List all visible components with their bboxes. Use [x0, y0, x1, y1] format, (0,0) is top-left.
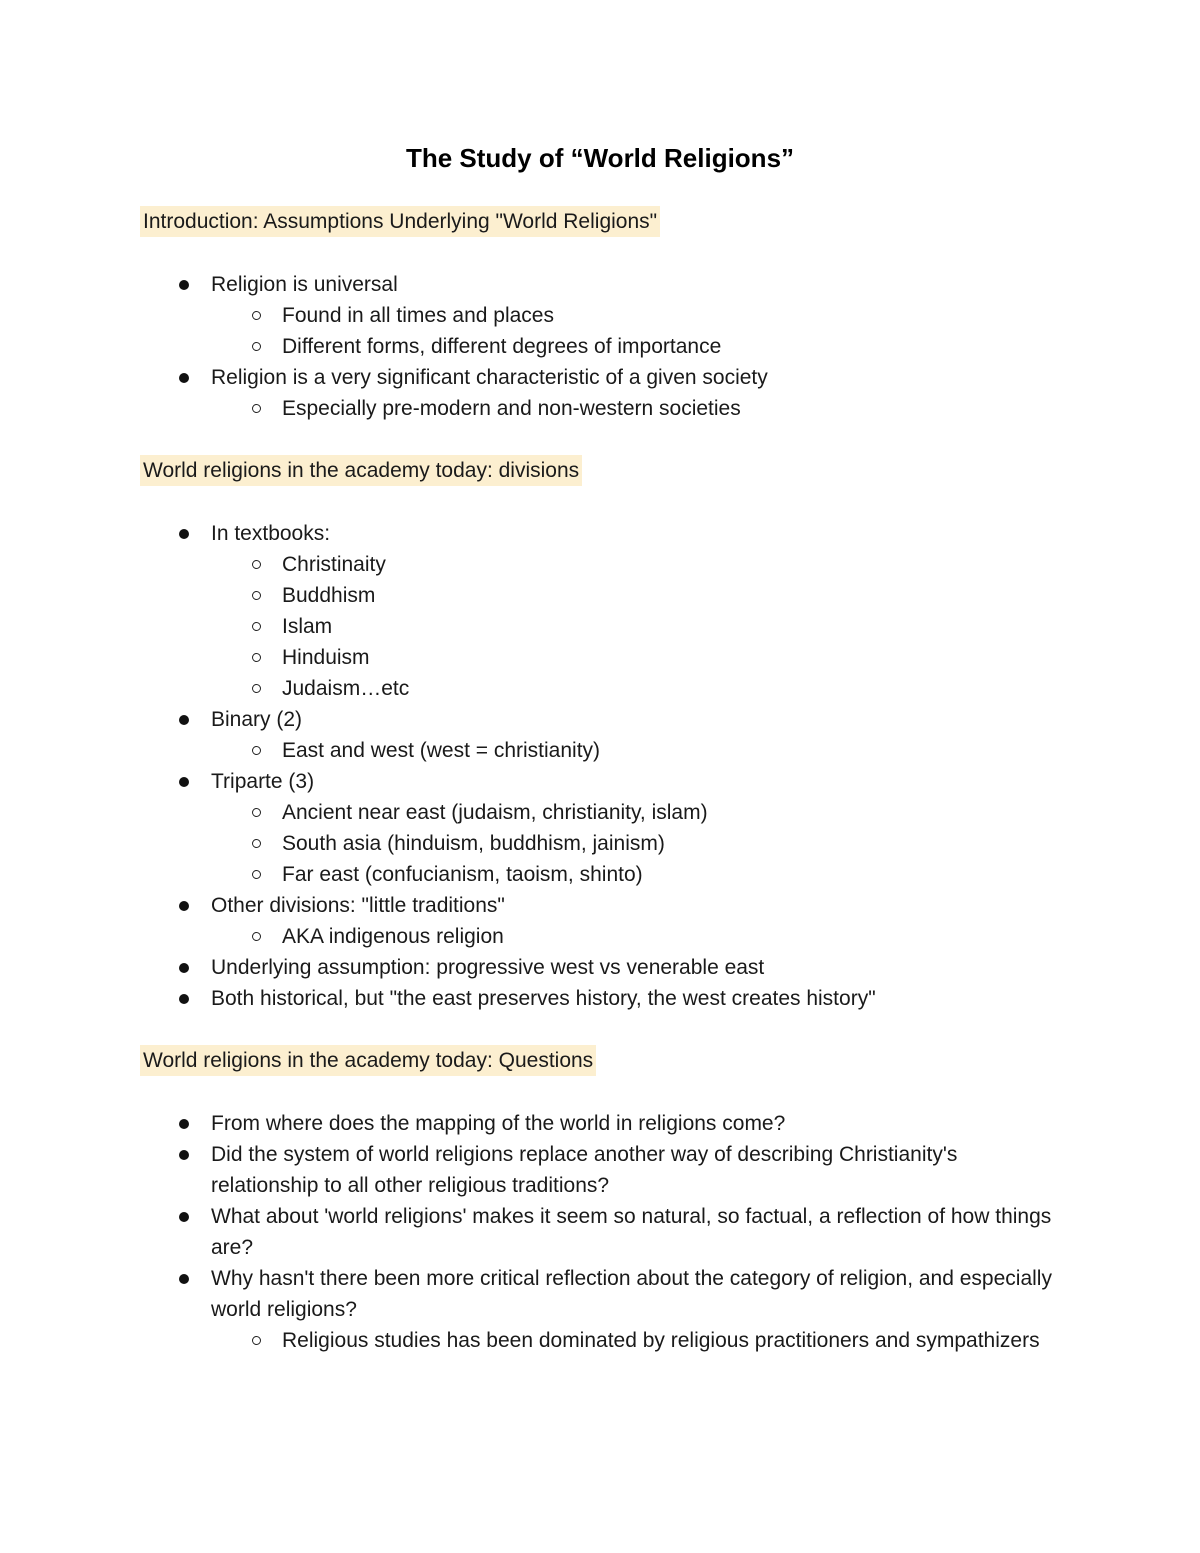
section-heading-divisions: World religions in the academy today: divisions [140, 455, 582, 486]
list-item: Religion is a very significant characteristic of a given society Especially pre-modern and non-western societies [140, 362, 1060, 424]
bullet-list-divisions [140, 518, 1060, 1014]
sub-list [211, 921, 1060, 952]
list-item: Other divisions: "little traditions" AKA indigenous religion [140, 890, 1060, 952]
hollow-bullet-icon [252, 839, 261, 848]
bullet-icon [179, 373, 189, 383]
sub-list-item: Judaism…etc [211, 673, 1060, 704]
section-heading-introduction: Introduction: Assumptions Underlying "World Religions" [140, 206, 660, 237]
bullet-icon [179, 963, 189, 973]
hollow-bullet-icon [252, 808, 261, 817]
bullet-icon [179, 994, 189, 1004]
hollow-bullet-icon [252, 622, 261, 631]
list-item: Binary (2) East and west (west = christianity) [140, 704, 1060, 766]
list-item: Why hasn't there been more critical reflection about the category of religion, and especially world religions? Religious studies has been dominated by religious practitioners and sympathizers [140, 1263, 1060, 1356]
sub-list-item: Different forms, different degrees of importance [211, 331, 1060, 362]
sub-list [211, 393, 1060, 424]
list-item: Triparte (3) Ancient near east (judaism, christianity, islam) South asia (hinduism, buddhism, jainism) Far east (confucianism, taoism, shinto) [140, 766, 1060, 890]
sub-list-item: South asia (hinduism, buddhism, jainism) [211, 828, 1060, 859]
hollow-bullet-icon [252, 684, 261, 693]
hollow-bullet-icon [252, 342, 261, 351]
sub-list-item: Religious studies has been dominated by religious practitioners and sympathizers [211, 1325, 1060, 1356]
document-page [140, 138, 1060, 1387]
bullet-icon [179, 777, 189, 787]
bullet-icon [179, 1274, 189, 1284]
bullet-icon [179, 529, 189, 539]
hollow-bullet-icon [252, 560, 261, 569]
sub-list-item: Buddhism [211, 580, 1060, 611]
sub-list [211, 549, 1060, 704]
sub-list-item: AKA indigenous religion [211, 921, 1060, 952]
hollow-bullet-icon [252, 746, 261, 755]
sub-list-item: Found in all times and places [211, 300, 1060, 331]
hollow-bullet-icon [252, 653, 261, 662]
list-item: Religion is universal Found in all times and places Different forms, different degrees of importance [140, 269, 1060, 362]
sub-list [211, 300, 1060, 362]
hollow-bullet-icon [252, 404, 261, 413]
bullet-icon [179, 901, 189, 911]
sub-list-item: Especially pre-modern and non-western societies [211, 393, 1060, 424]
hollow-bullet-icon [252, 1336, 261, 1345]
sub-list-item: Far east (confucianism, taoism, shinto) [211, 859, 1060, 890]
hollow-bullet-icon [252, 591, 261, 600]
hollow-bullet-icon [252, 870, 261, 879]
sub-list-item: Christinaity [211, 549, 1060, 580]
sub-list-item: Hinduism [211, 642, 1060, 673]
sub-list-item: Ancient near east (judaism, christianity, islam) [211, 797, 1060, 828]
list-item: Underlying assumption: progressive west vs venerable east [140, 952, 1060, 983]
bullet-icon [179, 715, 189, 725]
bullet-list-introduction [140, 269, 1060, 424]
list-item: In textbooks: Christinaity Buddhism Islam Hinduism Judaism…etc [140, 518, 1060, 704]
list-item: Did the system of world religions replace another way of describing Christianity's relationship to all other religious traditions? [140, 1139, 1060, 1201]
sub-list [211, 735, 1060, 766]
list-item: What about 'world religions' makes it seem so natural, so factual, a reflection of how things are? [140, 1201, 1060, 1263]
hollow-bullet-icon [252, 932, 261, 941]
bullet-list-questions [140, 1108, 1060, 1356]
list-item: From where does the mapping of the world in religions come? [140, 1108, 1060, 1139]
page-title: The Study of “World Religions” [405, 143, 795, 173]
bullet-icon [179, 1212, 189, 1222]
sub-list [211, 797, 1060, 890]
bullet-icon [179, 280, 189, 290]
sub-list [211, 1325, 1060, 1356]
section-heading-questions: World religions in the academy today: Questions [140, 1045, 596, 1076]
sub-list-item: Islam [211, 611, 1060, 642]
hollow-bullet-icon [252, 311, 261, 320]
bullet-icon [179, 1119, 189, 1129]
sub-list-item: East and west (west = christianity) [211, 735, 1060, 766]
list-item: Both historical, but "the east preserves history, the west creates history" [140, 983, 1060, 1014]
bullet-icon [179, 1150, 189, 1160]
